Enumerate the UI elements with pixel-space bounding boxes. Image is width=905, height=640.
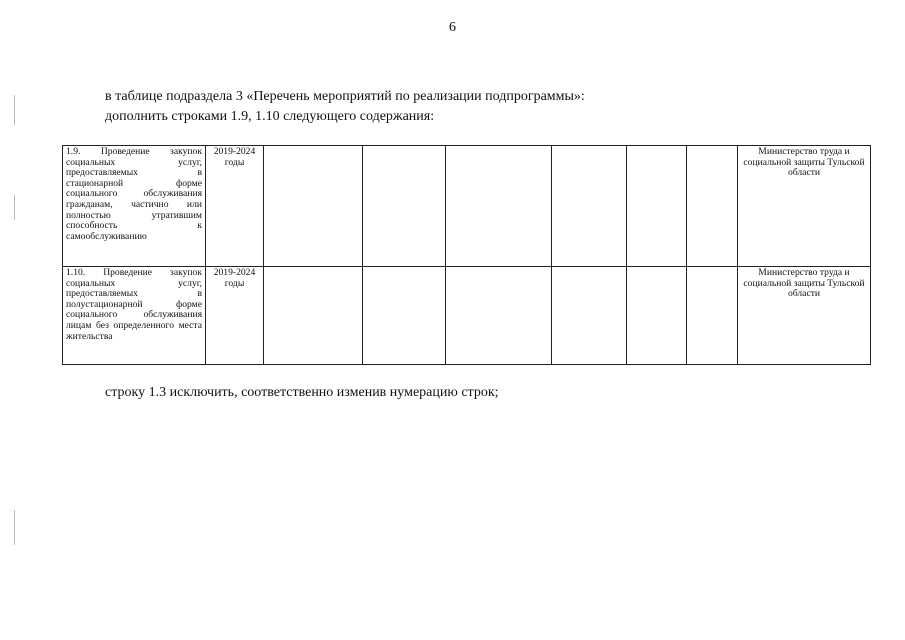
- row-name-cell: 1.9. Проведение закупок социальных услуг, предоставляемых в стационарной форме социального обслуживания гражданам, частично или полностью утратившим способность к самообслуживанию: [63, 146, 206, 267]
- empty-cell: [264, 146, 363, 267]
- table-row: [63, 146, 871, 267]
- scan-margin-mark: [14, 195, 15, 220]
- intro-line-1: в таблице подраздела 3 «Перечень мероприятий по реализации подпрограммы»:: [105, 89, 585, 104]
- row-executor-cell: Министерство труда и социальной защиты Тульской области: [738, 267, 871, 365]
- row-executor-cell: Министерство труда и социальной защиты Тульской области: [738, 146, 871, 267]
- intro-line-2: дополнить строками 1.9, 1.10 следующего содержания:: [105, 109, 435, 124]
- empty-cell: [446, 146, 552, 267]
- empty-cell: [552, 267, 627, 365]
- row-period-cell: 2019-2024 годы: [206, 146, 264, 267]
- empty-cell: [264, 267, 363, 365]
- empty-cell: [627, 267, 687, 365]
- empty-cell: [687, 146, 738, 267]
- empty-cell: [363, 267, 446, 365]
- closing-paragraph: строку 1.3 исключить, соответственно изменив нумерацию строк;: [105, 385, 499, 400]
- empty-cell: [627, 146, 687, 267]
- row-period-cell: 2019-2024 годы: [206, 267, 264, 365]
- empty-cell: [446, 267, 552, 365]
- table-row: [63, 267, 871, 365]
- empty-cell: [552, 146, 627, 267]
- empty-cell: [363, 146, 446, 267]
- row-name-cell: 1.10. Проведение закупок социальных услуг, предоставляемых в полустационарной форме социального обслуживания лицам без определенного места жительства: [63, 267, 206, 365]
- scan-margin-mark: [14, 95, 15, 125]
- page-number: 6: [449, 20, 456, 35]
- activities-table: [62, 145, 871, 365]
- empty-cell: [687, 267, 738, 365]
- scan-margin-mark: [14, 510, 15, 545]
